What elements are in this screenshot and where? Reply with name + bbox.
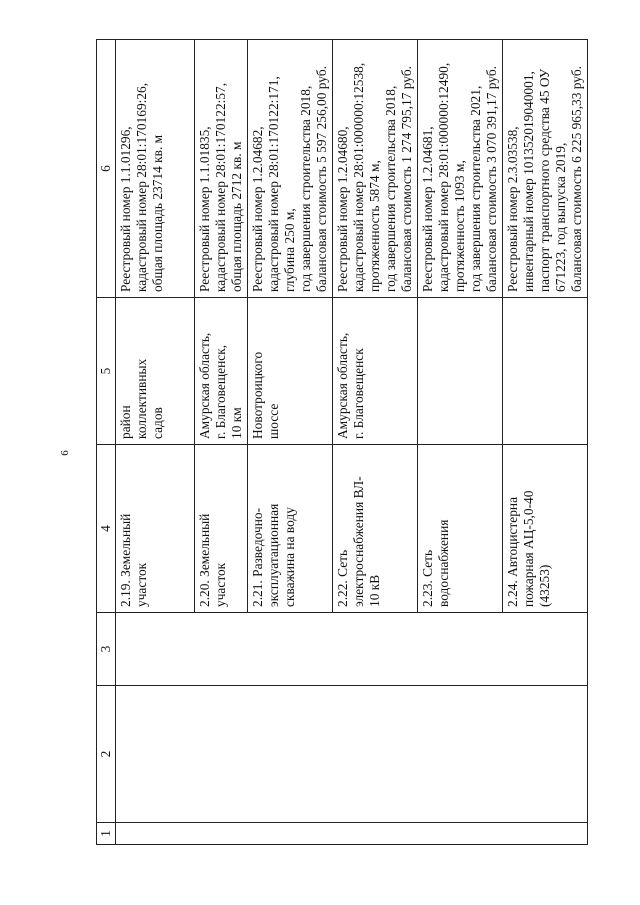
cell-details (418, 40, 503, 298)
object-location: Амурская область, г. Благовещенск (335, 332, 366, 439)
object-details: Реестровый номер 2.3.03538, инвентарный номер 101352019040001, паспорт транспортного средства 45 ОУ 671223, год выпуска 2019, балансовая стоимость 6 225 965,33 руб. (505, 66, 584, 292)
object-name: 2.24. Автоцистерна пожарная АЦ-5,0-40 (43253) (505, 490, 552, 607)
object-details: Реестровый номер 1.1.01296, кадастровый номер 28:01:170169:26, общая площадь 23714 кв. м (118, 82, 165, 292)
header-col-2: 2 (97, 686, 116, 823)
cell-col-3 (116, 613, 588, 686)
table-row (116, 40, 195, 845)
table-container (96, 40, 584, 845)
object-name: 2.19. Земельный участок (118, 513, 149, 607)
cell-name (195, 445, 248, 613)
cell-name (333, 445, 418, 613)
cell-col-1 (116, 823, 588, 845)
header-col-5: 5 (97, 298, 116, 445)
object-location: Амурская область, г. Благовещенск, 10 км (197, 332, 244, 439)
cell-name (116, 445, 195, 613)
cell-location (116, 298, 195, 445)
object-details: Реестровый номер 1.1.01835, кадастровый номер 28:01:170122:57, общая площадь 2712 кв. м (197, 82, 244, 292)
header-col-3: 3 (97, 613, 116, 686)
cell-details (116, 40, 195, 298)
header-col-4: 4 (97, 445, 116, 613)
object-name: 2.23. Сеть водоснабжения (420, 519, 451, 607)
cell-location (248, 298, 333, 445)
cell-name (503, 445, 588, 613)
cell-col-2 (116, 686, 588, 823)
cell-location (418, 298, 503, 445)
object-name: 2.21. Разведочно- эксплуатационная скважина на воду (250, 503, 297, 607)
cell-location (503, 298, 588, 445)
rotated-table-frame (96, 40, 584, 845)
cell-name (418, 445, 503, 613)
header-row (97, 40, 116, 845)
object-location: Новотроицкого шоссе (250, 351, 281, 439)
page-number: 6 (59, 450, 71, 456)
object-details: Реестровый номер 1.2.04681, кадастровый номер 28:01:000000:12490, протяженность 1093 м, год завершения строительства 2021, балансовая стоимость 3 070 391,17 руб. (420, 62, 499, 292)
object-name: 2.22. Сеть электроснабжения ВЛ- 10 кВ (335, 476, 382, 607)
object-details: Реестровый номер 1.2.04680, кадастровый номер 28:01:000000:12538, протяженность 5874 м, год завершения строительства 2018, балансовая стоимость 1 274 795,17 руб. (335, 62, 414, 292)
cell-location (195, 298, 248, 445)
cell-location (333, 298, 418, 445)
header-col-1: 1 (97, 823, 116, 845)
cell-details (248, 40, 333, 298)
cell-details (503, 40, 588, 298)
cell-name (248, 445, 333, 613)
object-details: Реестровый номер 1.2.04682, кадастровый номер 28:01:170122:171, глубина 250 м, год завершения строительства 2018, балансовая стоимость 5 597 256,00 руб. (250, 66, 329, 292)
object-name: 2.20. Земельный участок (197, 513, 228, 607)
object-location: район коллективных садов (118, 358, 165, 439)
header-col-6: 6 (97, 40, 116, 298)
cell-details (195, 40, 248, 298)
cell-details (333, 40, 418, 298)
property-table (96, 39, 588, 845)
